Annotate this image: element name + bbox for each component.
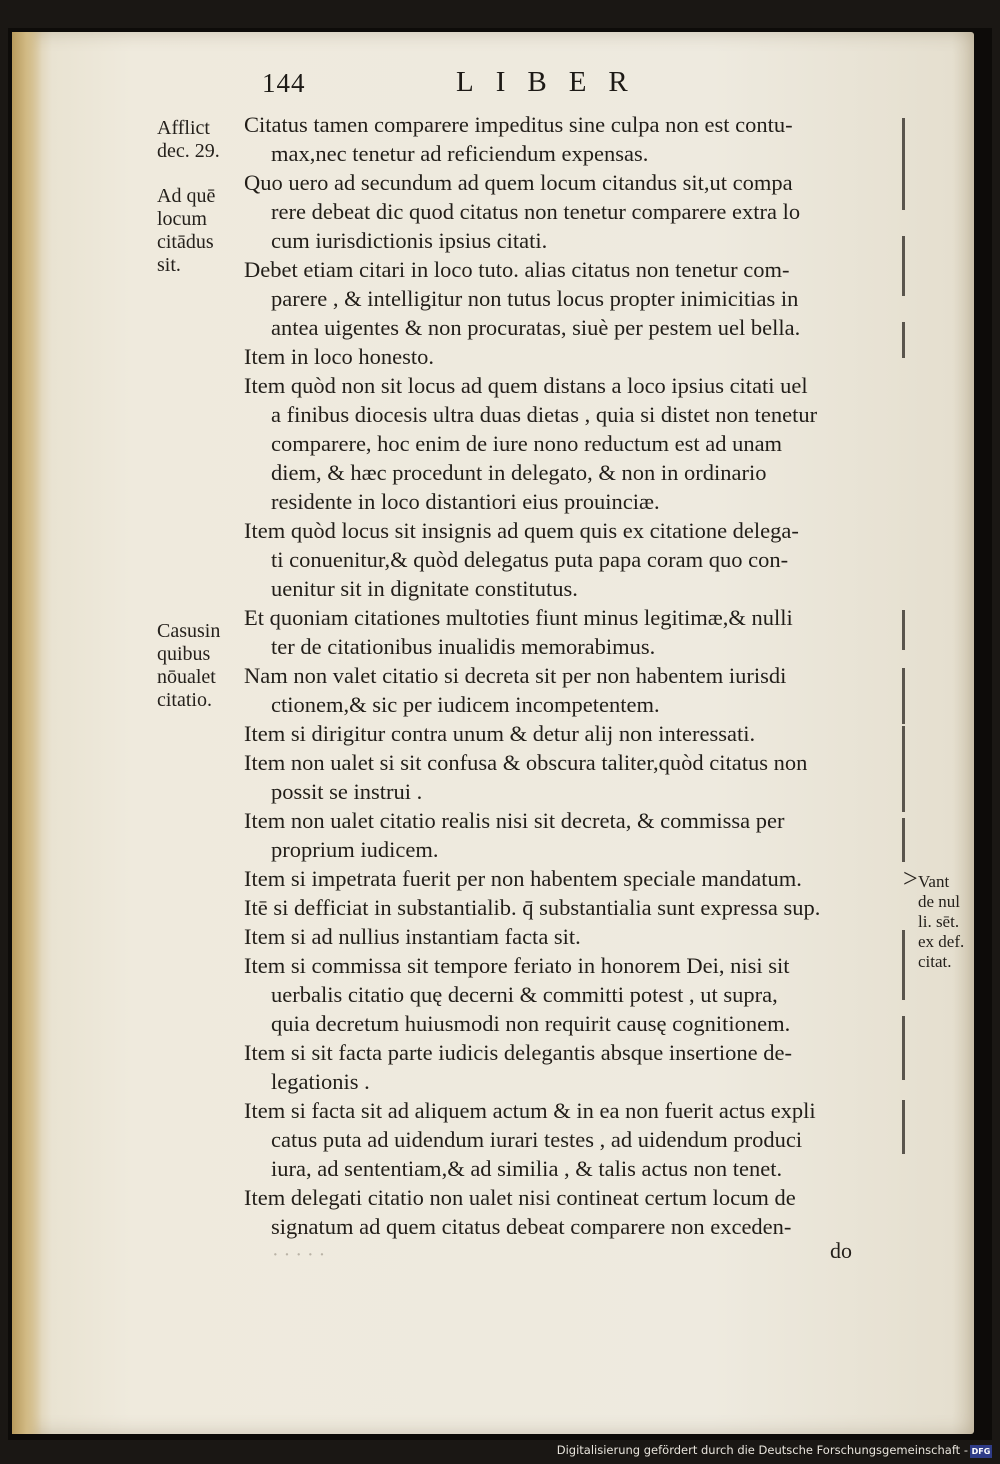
text-line: Item si commissa sit tempore feriato in honorem Dei, nisi sit	[244, 953, 790, 978]
page-gutter-edge	[12, 32, 42, 1434]
margin-note-line: nōualet	[157, 666, 216, 688]
text-line: Item quòd non sit locus ad quem distans a loco ipsius citati uel	[244, 373, 808, 398]
margin-note-line: ex def.	[918, 932, 965, 951]
text-line: antea uigentes & non procuratas, siuè per pestem uel bella.	[271, 315, 801, 340]
text-line: Itē si defficiat in substantialib. q̄ substantialia sunt expressa sup.	[244, 895, 821, 920]
margin-note-line: Vant	[918, 872, 950, 891]
text-line: comparere, hoc enim de iure nono reductum est ad unam	[271, 431, 783, 456]
text-line: ter de citationibus inualidis memorabimus.	[271, 634, 656, 659]
handwritten-margin-line	[902, 1100, 905, 1154]
margin-note-line: citādus	[157, 231, 214, 253]
handwritten-margin-line	[902, 818, 905, 862]
text-line: cum iurisdictionis ipsius citati.	[271, 228, 548, 253]
text-line: max,nec tenetur ad reficiendum expensas.	[271, 141, 649, 166]
margin-note-ad-quem-locum	[157, 185, 237, 277]
main-text-block	[244, 110, 894, 1241]
text-line: signatum ad quem citatus debeat comparere non exceden-	[271, 1214, 792, 1239]
handwritten-margin-line	[902, 322, 905, 358]
text-line: Quo uero ad secundum ad quem locum citandus sit,ut compa	[244, 170, 793, 195]
margin-note-line: Casusin	[157, 620, 221, 642]
margin-note-line: citat.	[918, 952, 952, 971]
handwritten-bracket-icon: >	[903, 864, 918, 893]
margin-note-afflict	[157, 117, 237, 163]
margin-note-line: sit.	[157, 254, 181, 276]
handwritten-margin-line	[902, 726, 905, 812]
text-line: possit se instrui .	[271, 779, 423, 804]
text-line: Item si ad nullius instantiam facta sit.	[244, 924, 581, 949]
margin-note-line: locum	[157, 208, 207, 230]
margin-note-casus	[157, 620, 237, 712]
text-line: rere debeat dic quod citatus non tenetur comparere extra lo	[271, 199, 801, 224]
text-line: quia decretum huiusmodi non requirit causę cognitionem.	[271, 1011, 791, 1036]
margin-note-vant	[918, 872, 978, 972]
text-line: ti conuenitur,& quòd delegatus puta papa coram quo con-	[271, 547, 789, 572]
text-line: proprium iudicem.	[271, 837, 439, 862]
margin-note-line: quibus	[157, 643, 211, 665]
handwritten-margin-line	[902, 610, 905, 650]
text-line: uenitur sit in dignitate constitutus.	[271, 576, 578, 601]
bleed-through-smudge: · · · · ·	[272, 1244, 326, 1266]
margin-note-line: li. sēt.	[918, 912, 960, 931]
text-line: diem, & hæc procedunt in delegato, & non in ordinario	[271, 460, 767, 485]
margin-note-line: citatio.	[157, 689, 212, 711]
text-line: ctionem,& sic per iudicem incompetentem.	[271, 692, 660, 717]
text-line: Item in loco honesto.	[244, 344, 434, 369]
margin-note-line: dec. 29.	[157, 140, 220, 162]
text-line: Item delegati citatio non ualet nisi contineat certum locum de	[244, 1185, 796, 1210]
handwritten-margin-line	[902, 118, 905, 210]
text-line: residente in loco distantiori eius prouinciæ.	[271, 489, 660, 514]
text-line: a finibus diocesis ultra duas dietas , quia si distet non tenetur	[271, 402, 818, 427]
text-line: Item non ualet si sit confusa & obscura taliter,quòd citatus non	[244, 750, 808, 775]
dfg-logo: DFG	[971, 1447, 991, 1456]
handwritten-margin-line	[902, 236, 905, 296]
text-line: Item quòd locus sit insignis ad quem quis ex citatione delega-	[244, 518, 799, 543]
digitization-credit: Digitalisierung gefördert durch die Deutsche Forschungsgemeinschaft -	[556, 1443, 968, 1457]
handwritten-margin-line	[902, 930, 905, 1000]
margin-note-line: Ad quē	[157, 185, 216, 207]
text-line: legationis .	[271, 1069, 370, 1094]
catchword: do	[830, 1238, 852, 1263]
page-number: 144	[262, 68, 306, 98]
text-line: Et quoniam citationes multoties fiunt minus legitimæ,& nulli	[244, 605, 793, 630]
text-line: iura, ad sententiam,& ad similia , & talis actus non tenet.	[271, 1156, 783, 1181]
handwritten-margin-line	[902, 1016, 905, 1080]
text-line: Item si dirigitur contra unum & detur alij non interessati.	[244, 721, 756, 746]
handwritten-margin-line	[902, 668, 905, 724]
margin-note-line: de nul	[918, 892, 961, 911]
text-line: Citatus tamen comparere impeditus sine culpa non est contu-	[244, 112, 793, 137]
text-line: Nam non valet citatio si decreta sit per non habentem iurisdi	[244, 663, 787, 688]
running-head: LIBER	[456, 66, 650, 98]
text-line: Item non ualet citatio realis nisi sit decreta, & commissa per	[244, 808, 785, 833]
text-line: catus puta ad uidendum iurari testes , ad uidendum produci	[271, 1127, 803, 1152]
text-line: parere , & intelligitur non tutus locus propter inimicitias in	[271, 286, 799, 311]
text-line: Item si sit facta parte iudicis delegantis absque insertione de-	[244, 1040, 792, 1065]
text-line: Item si impetrata fuerit per non habentem speciale mandatum.	[244, 866, 802, 891]
text-line: uerbalis citatio quę decerni & committi potest , ut supra,	[271, 982, 778, 1007]
margin-note-line: Afflict	[157, 117, 210, 139]
text-line: Debet etiam citari in loco tuto. alias citatus non tenetur com-	[244, 257, 790, 282]
text-line: Item si facta sit ad aliquem actum & in ea non fuerit actus expli	[244, 1098, 816, 1123]
